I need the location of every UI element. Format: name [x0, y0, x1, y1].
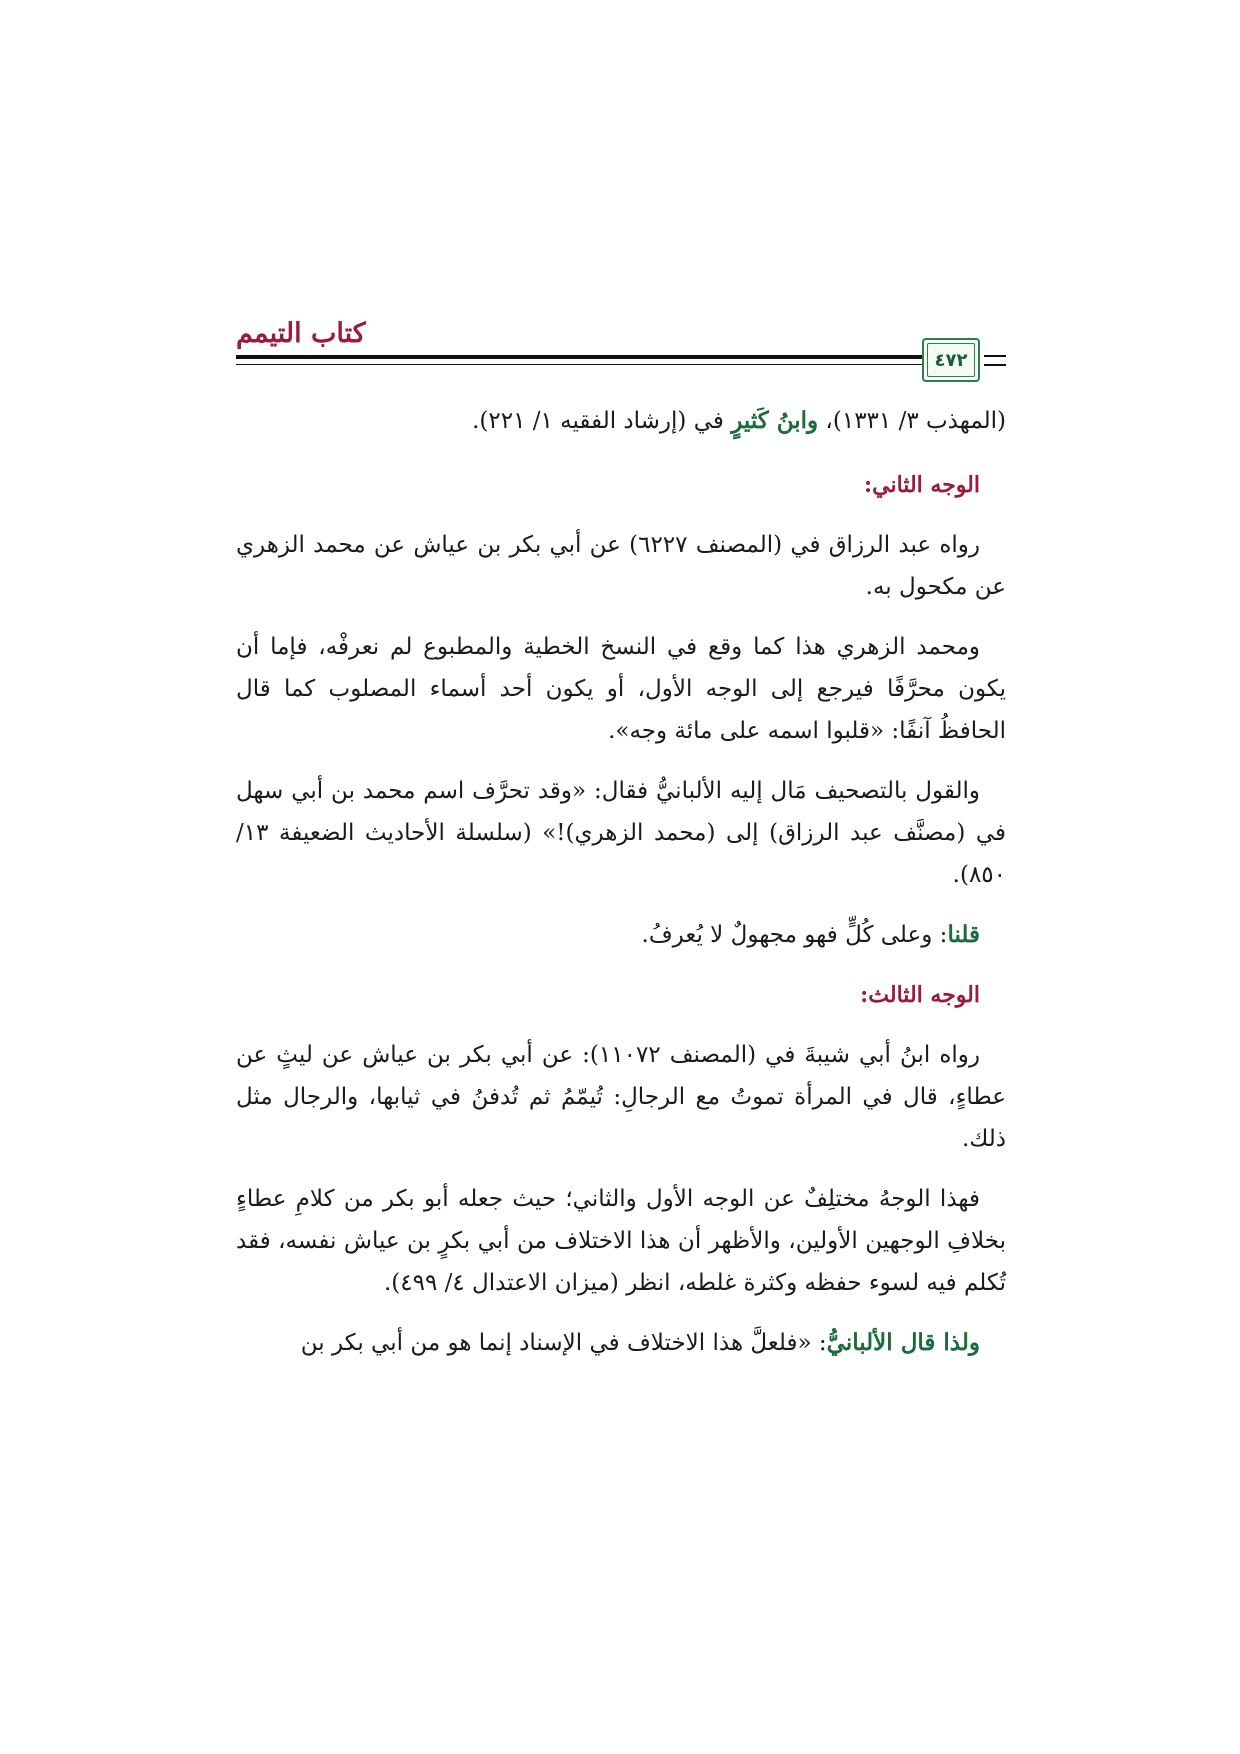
- qulna-paragraph: [236, 914, 1006, 956]
- albani-label: ولذا قال الألبانيُّ: [826, 1329, 980, 1356]
- page-number-badge: [922, 338, 980, 382]
- reference-line: [236, 400, 1006, 442]
- albani-quote: : «فلعلَّ هذا الاختلاف في الإسناد إنما هو من أبي بكر بن: [300, 1330, 827, 1356]
- reference-text-end: في (إرشاد الفقيه ١/ ٢٢١).: [472, 408, 732, 434]
- reference-text-start: (المهذب ٣/ ١٣٣١)،: [818, 408, 1006, 434]
- scholar-name: وابنُ كَثيرٍ: [731, 407, 819, 434]
- paragraph: والقول بالتصحيف مَال إليه الألبانيُّ فقال: «وقد تحرَّف اسم محمد بن أبي سهل في (مصنَّف عبد الرزاق) إلى (محمد الزهري)!» (سلسلة الأحاديث الضعيفة ١٣/ ٨٥٠).: [236, 778, 1006, 888]
- header-rule-thin: [236, 364, 956, 365]
- qulna-label: قلنا: [947, 921, 980, 948]
- page-header: [236, 318, 1006, 388]
- paragraph: ومحمد الزهري هذا كما وقع في النسخ الخطية والمطبوع لم نعرفْه، فإما أن يكون محرَّفًا فيرجع إلى الوجه الأول، أو يكون أحد أسماء المصلوب كما قال الحافظُ آنفًا: «قلبوا اسمه على مائة وجه».: [236, 634, 1006, 744]
- section-heading-third: الوجه الثالث:: [860, 982, 980, 1008]
- chapter-title: كتاب التيمم: [236, 318, 366, 349]
- page-number: ٤٧٢: [934, 349, 968, 371]
- header-rule-end-bottom: [984, 364, 1006, 366]
- header-rule-end-top: [984, 355, 1006, 357]
- page-content: [236, 400, 1006, 1382]
- qulna-text: : وعلى كُلٍّ فهو مجهولٌ لا يُعرفُ.: [641, 922, 948, 948]
- paragraph: فهذا الوجهُ مختلِفٌ عن الوجه الأول والثاني؛ حيث جعله أبو بكر من كلامِ عطاءٍ بخلافِ الوجهين الأولين، والأظهر أن هذا الاختلاف من أبي بكرٍ بن عياش نفسه، فقد تُكلم فيه لسوء حفظه وكثرة غلطه، انظر (ميزان الاعتدال ٤/ ٤٩٩).: [236, 1186, 1006, 1296]
- paragraph: رواه ابنُ أبي شيبةَ في (المصنف ١١٠٧٢): عن أبي بكر بن عياش عن ليثٍ عن عطاءٍ، قال في المرأة تموتُ مع الرجالِ: تُيمّمُ ثم تُدفنُ في ثيابها، والرجال مثل ذلك.: [236, 1042, 1006, 1152]
- section-heading-second: الوجه الثاني:: [864, 472, 980, 498]
- final-paragraph: [236, 1322, 1006, 1364]
- header-rule-thick: [236, 355, 956, 359]
- paragraph: رواه عبد الرزاق في (المصنف ٦٢٢٧) عن أبي بكر بن عياش عن محمد الزهري عن مكحول به.: [236, 532, 1006, 600]
